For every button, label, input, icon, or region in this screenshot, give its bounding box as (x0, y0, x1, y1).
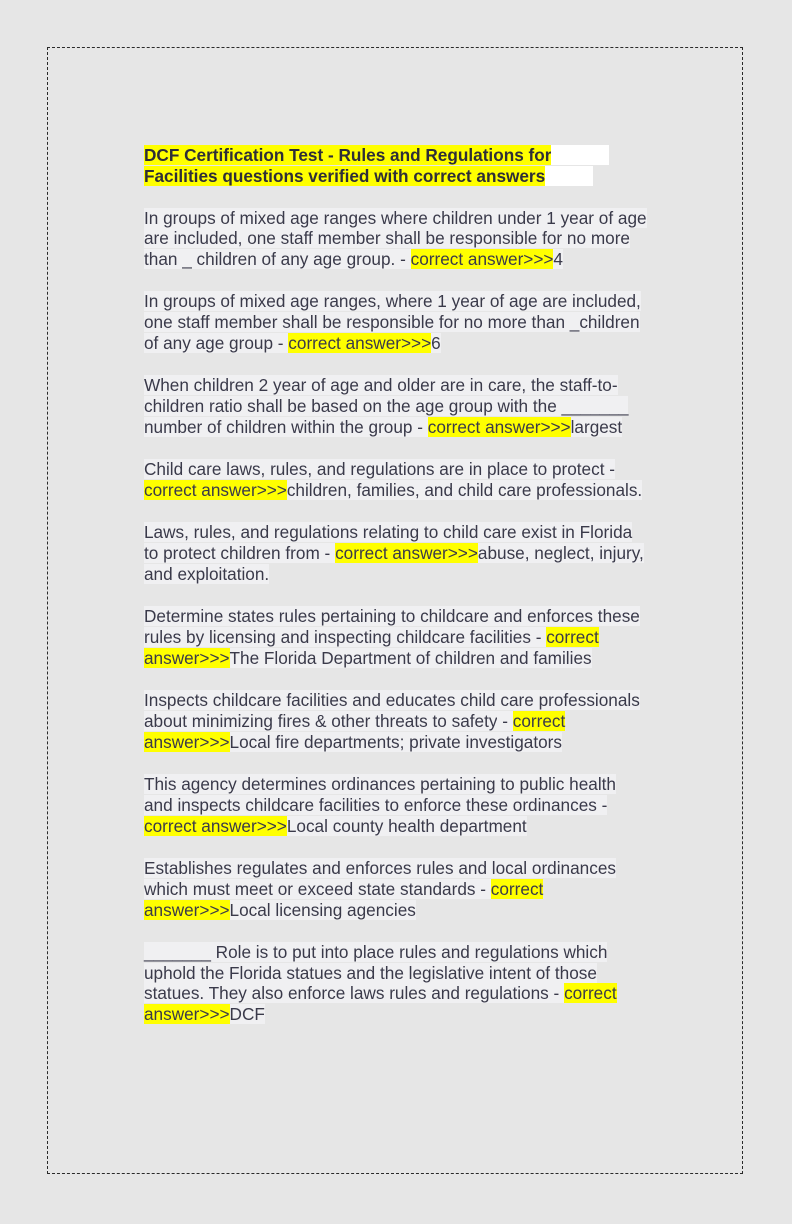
question-text: When children 2 year of age and older are in care, the staff-to-children ratio shall be based on the age group with the _______ number of children within the group (144, 375, 629, 437)
qa-item (144, 690, 648, 752)
correct-answer-marker: correct answer>>> (144, 710, 566, 752)
qa-item (144, 606, 648, 668)
answer-text: DCF (229, 1004, 265, 1025)
answer-text: The Florida Department of children and families (229, 647, 592, 668)
answer-text: largest (570, 416, 623, 437)
question-text: Determine states rules pertaining to childcare and enforces these rules by licensing and inspecting childcare facilities (144, 606, 640, 648)
qa-item (144, 522, 648, 584)
title-line-1: DCF Certification Test - Rules and Regulations for (144, 145, 552, 165)
correct-answer-marker: correct answer>>> (144, 627, 599, 668)
qa-item (144, 942, 648, 1025)
separator: - (319, 543, 336, 564)
correct-answer-marker: correct answer>>> (288, 333, 432, 354)
correct-answer-marker: correct answer>>> (144, 480, 287, 501)
question-text: In groups of mixed age ranges where children under 1 year of age are included, one staff member shall be responsible for no more than _ children of any age group. (144, 207, 647, 270)
answer-text: 4 (553, 249, 563, 270)
separator: - (395, 249, 411, 270)
answer-text: Local licensing agencies (229, 899, 416, 920)
qa-item (144, 291, 648, 353)
title-padding: ​ (545, 165, 593, 186)
answer-text: Local county health department (286, 815, 527, 836)
correct-answer-marker: correct answer>>> (335, 543, 478, 564)
separator: - (497, 710, 513, 731)
correct-answer-marker: correct answer>>> (427, 416, 571, 437)
qa-item (144, 858, 648, 920)
separator: - (596, 794, 608, 815)
qa-item (144, 208, 648, 270)
correct-answer-marker: correct answer>>> (144, 983, 617, 1025)
qa-item (144, 459, 648, 501)
document-body (144, 145, 648, 1047)
answer-text: children, families, and child care professionals. (286, 480, 643, 501)
question-text: Child care laws, rules, and regulations are in place to protect (144, 459, 605, 480)
qa-item (144, 375, 648, 437)
qa-item (144, 774, 648, 836)
correct-answer-marker: correct answer>>> (144, 878, 544, 920)
document-title (144, 145, 648, 187)
separator: - (548, 983, 565, 1004)
title-line-2: Facilities questions verified with correct answers (144, 165, 546, 186)
separator: - (604, 459, 615, 480)
separator: - (530, 627, 547, 648)
correct-answer-marker: correct answer>>> (144, 815, 287, 836)
question-text: Inspects childcare facilities and educates child care professionals about minimizing fires & other threats to safety (144, 690, 640, 731)
separator: - (475, 878, 491, 899)
separator: - (273, 333, 289, 354)
answer-text: abuse, neglect, injury, and exploitation. (144, 543, 644, 584)
question-text: _______ Role is to put into place rules and regulations which uphold the Florida statues and the legislative intent of those statues. They also enforce laws rules and regulations (144, 941, 608, 1004)
correct-answer-marker: correct answer>>> (410, 249, 554, 270)
qa-list (144, 208, 648, 1025)
question-text: In groups of mixed age ranges, where 1 year of age are included, one staff member shall be responsible for no more than _children of any age group (144, 291, 641, 354)
answer-text: Local fire departments; private investigators (229, 731, 562, 752)
question-text: Laws, rules, and regulations relating to child care exist in Florida to protect children from (144, 522, 633, 564)
answer-text: 6 (431, 333, 441, 354)
title-padding: ​ (551, 145, 609, 165)
separator: - (412, 416, 428, 437)
question-text: Establishes regulates and enforces rules and local ordinances which must meet or exceed state standards (144, 857, 616, 899)
question-text: This agency determines ordinances pertaining to public health and inspects childcare facilities to enforce these ordinances (144, 774, 616, 815)
